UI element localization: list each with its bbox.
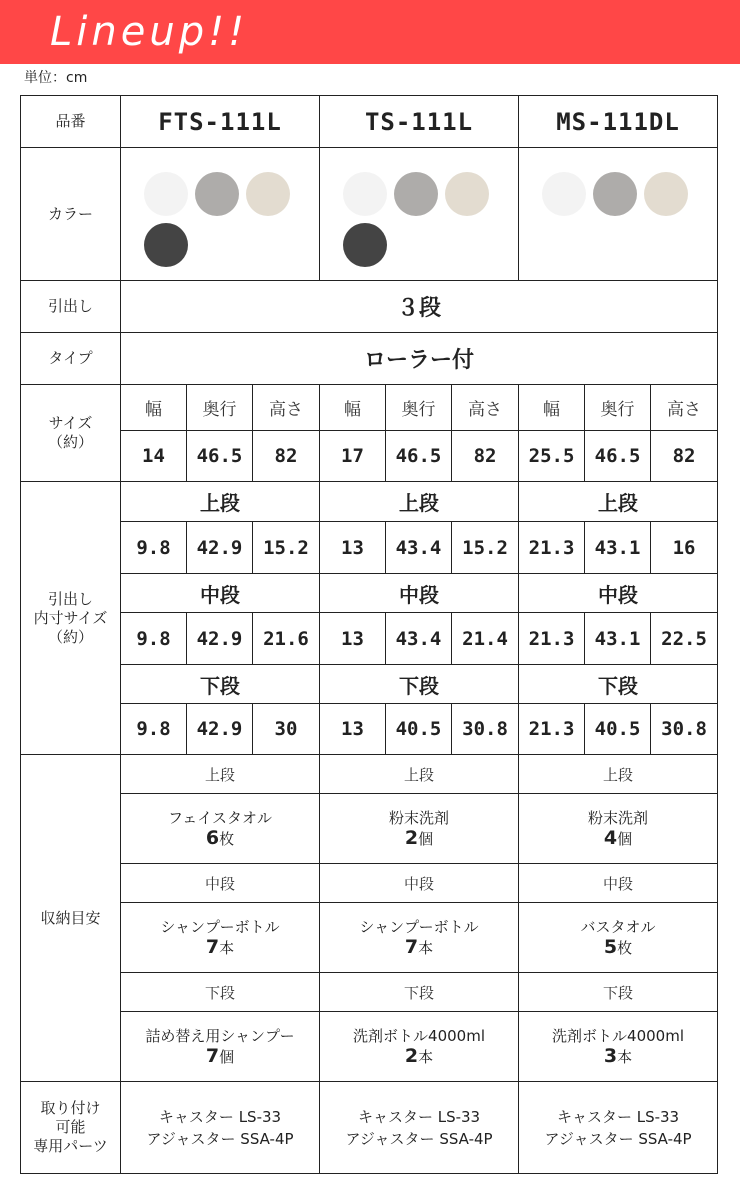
storage-item-name: 洗剤ボトル4000ml — [353, 1027, 485, 1045]
inner-value: 42.9 — [187, 613, 253, 665]
inner-size-label — [21, 482, 121, 755]
storage-count-number: 7 — [404, 936, 419, 958]
storage-count-unit: 本 — [418, 1048, 434, 1066]
storage-count — [519, 937, 717, 958]
storage-item-row — [21, 794, 718, 864]
inner-value: 43.1 — [585, 522, 651, 574]
color-swatch — [593, 172, 637, 216]
storage-count-unit: 枚 — [617, 939, 633, 957]
color-cell — [519, 148, 718, 281]
storage-count-number: 5 — [603, 936, 618, 958]
size-header: 幅 — [121, 385, 187, 431]
tier-heading: 下段 — [519, 665, 718, 704]
parts-cell — [519, 1082, 718, 1174]
inner-value: 30 — [253, 704, 320, 755]
storage-count-number: 7 — [205, 1045, 220, 1067]
parts-label-line: 可能 — [55, 1118, 86, 1136]
tier-heading: 中段 — [121, 574, 320, 613]
storage-count — [320, 828, 518, 849]
color-label: カラー — [21, 148, 121, 281]
storage-item-name: 詰め替え用シャンプー — [145, 1027, 295, 1045]
storage-count-number: 4 — [603, 827, 618, 849]
color-swatch — [195, 172, 239, 216]
storage-count-number: 6 — [205, 827, 220, 849]
storage-item — [121, 794, 320, 864]
size-header: 高さ — [253, 385, 320, 431]
inner-value: 43.4 — [386, 522, 452, 574]
inner-label-line: 内寸サイズ — [33, 608, 108, 627]
color-row — [21, 148, 718, 281]
size-header: 幅 — [320, 385, 386, 431]
storage-item-row — [21, 1012, 718, 1082]
inner-tier-row — [21, 574, 718, 613]
inner-value: 21.4 — [452, 613, 519, 665]
storage-item — [519, 903, 718, 973]
tier-heading: 中段 — [519, 574, 718, 613]
storage-item — [320, 794, 519, 864]
inner-value: 30.8 — [452, 704, 519, 755]
inner-value: 21.3 — [519, 522, 585, 574]
tier-heading: 上段 — [121, 482, 320, 522]
tier-heading: 下段 — [320, 665, 519, 704]
storage-tier: 下段 — [320, 973, 519, 1012]
inner-value: 9.8 — [121, 704, 187, 755]
size-header-row — [21, 385, 718, 431]
caster-part: キャスター LS-33 — [556, 1107, 680, 1126]
inner-value: 13 — [320, 613, 386, 665]
size-header: 幅 — [519, 385, 585, 431]
parts-label-line: 取り付け — [40, 1099, 101, 1117]
type-label: タイプ — [21, 333, 121, 385]
storage-tier: 下段 — [121, 973, 320, 1012]
spec-table — [20, 95, 718, 1174]
tier-heading: 上段 — [320, 482, 519, 522]
drawers-value: ３段 — [121, 281, 718, 333]
storage-item — [121, 1012, 320, 1082]
adjuster-part: アジャスター SSA-4P — [544, 1129, 692, 1148]
parts-label-line: 専用パーツ — [33, 1137, 108, 1155]
size-value: 46.5 — [187, 431, 253, 482]
storage-count — [320, 1046, 518, 1067]
storage-count — [519, 1046, 717, 1067]
parts-row — [21, 1082, 718, 1174]
page-title: Lineup!! — [50, 9, 249, 55]
color-swatch — [144, 223, 188, 267]
inner-value: 43.4 — [386, 613, 452, 665]
storage-count-number: 2 — [404, 1045, 419, 1067]
storage-tier: 上段 — [519, 755, 718, 794]
storage-count-number: 2 — [404, 827, 419, 849]
color-swatch — [542, 172, 586, 216]
inner-value: 16 — [651, 522, 718, 574]
color-swatch — [343, 223, 387, 267]
inner-value: 21.6 — [253, 613, 320, 665]
inner-value-row — [21, 613, 718, 665]
size-value: 46.5 — [386, 431, 452, 482]
storage-count-unit: 本 — [418, 939, 434, 957]
parts-label — [21, 1082, 121, 1174]
storage-item — [519, 794, 718, 864]
drawers-label: 引出し — [21, 281, 121, 333]
inner-value: 13 — [320, 522, 386, 574]
adjuster-part: アジャスター SSA-4P — [146, 1129, 294, 1148]
color-swatch — [394, 172, 438, 216]
size-header: 高さ — [452, 385, 519, 431]
color-swatch — [644, 172, 688, 216]
size-header: 奥行 — [386, 385, 452, 431]
color-swatches — [538, 172, 698, 216]
drawers-row — [21, 281, 718, 333]
size-header: 奥行 — [585, 385, 651, 431]
inner-value: 40.5 — [585, 704, 651, 755]
tier-heading: 下段 — [121, 665, 320, 704]
storage-count-unit: 枚 — [219, 830, 235, 848]
storage-count-number: 3 — [603, 1045, 618, 1067]
size-value: 46.5 — [585, 431, 651, 482]
parts-cell — [320, 1082, 519, 1174]
model-name: MS-111DL — [519, 96, 718, 148]
inner-tier-row — [21, 665, 718, 704]
size-value: 82 — [651, 431, 718, 482]
tier-heading: 中段 — [320, 574, 519, 613]
color-cell — [121, 148, 320, 281]
model-row — [21, 96, 718, 148]
color-swatches — [339, 172, 499, 267]
inner-value: 9.8 — [121, 613, 187, 665]
storage-count-unit: 本 — [219, 939, 235, 957]
storage-item-name: シャンプーボトル — [160, 918, 280, 936]
size-value-row — [21, 431, 718, 482]
storage-tier: 下段 — [519, 973, 718, 1012]
adjuster-part: アジャスター SSA-4P — [345, 1129, 493, 1148]
caster-part: キャスター LS-33 — [158, 1107, 282, 1126]
storage-item-name: フェイスタオル — [167, 809, 273, 827]
storage-item-name: バスタオル — [580, 918, 656, 936]
parts-cell — [121, 1082, 320, 1174]
color-swatch — [246, 172, 290, 216]
inner-value: 42.9 — [187, 522, 253, 574]
model-name: FTS-111L — [121, 96, 320, 148]
size-header: 奥行 — [187, 385, 253, 431]
storage-count-unit: 個 — [219, 1048, 235, 1066]
inner-tier-row — [21, 482, 718, 522]
storage-count — [320, 937, 518, 958]
storage-tier-row — [21, 755, 718, 794]
color-cell — [320, 148, 519, 281]
color-swatch — [445, 172, 489, 216]
storage-count — [121, 828, 319, 849]
inner-value: 21.3 — [519, 613, 585, 665]
storage-count-unit: 本 — [617, 1048, 633, 1066]
inner-value: 43.1 — [585, 613, 651, 665]
inner-value-row — [21, 522, 718, 574]
storage-tier: 中段 — [121, 864, 320, 903]
storage-tier: 上段 — [320, 755, 519, 794]
storage-item — [320, 903, 519, 973]
model-label: 品番 — [21, 96, 121, 148]
inner-value: 15.2 — [253, 522, 320, 574]
color-swatches — [140, 172, 300, 267]
inner-label-line: （約） — [47, 627, 93, 646]
storage-item-name: 洗剤ボトル4000ml — [552, 1027, 685, 1045]
storage-tier: 中段 — [320, 864, 519, 903]
storage-item — [519, 1012, 718, 1082]
storage-tier: 上段 — [121, 755, 320, 794]
inner-value: 15.2 — [452, 522, 519, 574]
storage-tier-row — [21, 973, 718, 1012]
storage-count — [519, 828, 717, 849]
inner-value: 21.3 — [519, 704, 585, 755]
storage-item-name: 粉末洗剤 — [389, 809, 450, 827]
type-row — [21, 333, 718, 385]
size-value: 82 — [253, 431, 320, 482]
inner-value: 30.8 — [651, 704, 718, 755]
storage-item — [320, 1012, 519, 1082]
size-header: 高さ — [651, 385, 718, 431]
storage-tier-row — [21, 864, 718, 903]
caster-part: キャスター LS-33 — [357, 1107, 481, 1126]
storage-item — [121, 903, 320, 973]
storage-label: 収納目安 — [21, 755, 121, 1082]
storage-item-name: シャンプーボトル — [359, 918, 479, 936]
tier-heading: 上段 — [519, 482, 718, 522]
storage-item-name: 粉末洗剤 — [588, 809, 649, 827]
inner-value-row — [21, 704, 718, 755]
color-swatch — [343, 172, 387, 216]
size-label-line: サイズ — [48, 414, 93, 432]
size-label-line: （約） — [47, 433, 93, 451]
storage-count-number: 7 — [205, 936, 220, 958]
inner-value: 9.8 — [121, 522, 187, 574]
header-banner — [0, 0, 740, 64]
storage-tier: 中段 — [519, 864, 718, 903]
unit-label: 単位：cm — [24, 70, 88, 86]
storage-count-unit: 個 — [418, 830, 434, 848]
size-value: 25.5 — [519, 431, 585, 482]
storage-item-row — [21, 903, 718, 973]
type-value: ローラー付 — [121, 333, 718, 385]
storage-count-unit: 個 — [617, 830, 633, 848]
inner-value: 40.5 — [386, 704, 452, 755]
size-value: 82 — [452, 431, 519, 482]
inner-value: 13 — [320, 704, 386, 755]
size-label — [21, 385, 121, 482]
inner-value: 42.9 — [187, 704, 253, 755]
size-value: 14 — [121, 431, 187, 482]
inner-value: 22.5 — [651, 613, 718, 665]
model-name: TS-111L — [320, 96, 519, 148]
size-value: 17 — [320, 431, 386, 482]
inner-label-line: 引出し — [47, 589, 93, 608]
storage-count — [121, 937, 319, 958]
color-swatch — [144, 172, 188, 216]
storage-count — [121, 1046, 319, 1067]
